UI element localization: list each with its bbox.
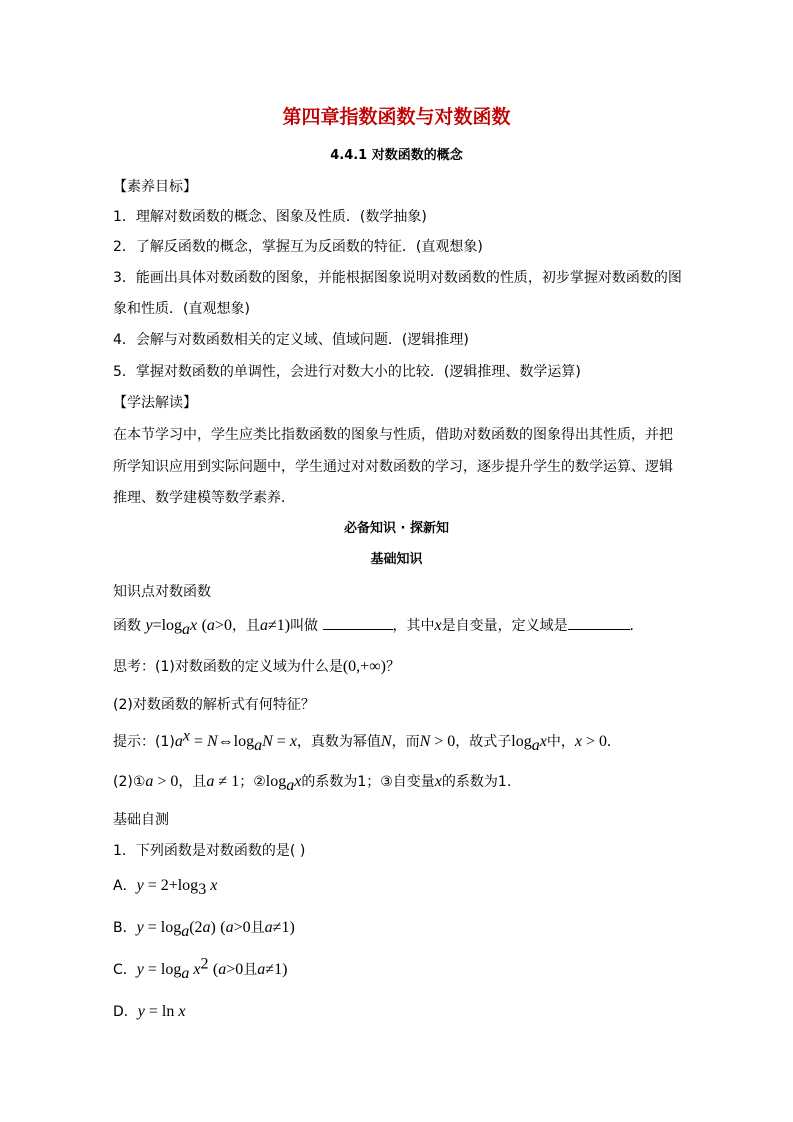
knowledge-heading: 必备知识 · 探新知 — [344, 521, 449, 536]
chapter-title: 第四章指数函数与对数函数 — [282, 106, 511, 128]
method-heading: 【学法解读】 — [113, 395, 197, 411]
think-line: (2)对数函数的解析式有何特征？ — [113, 697, 315, 713]
hint-line: 提示：$(1)a^x$ = $N\Leftrightarrow\log_aN = x$，真数为幂值N，而N > 0，故式子$\log_ax$中，x > 0. — [113, 727, 611, 754]
answer-blank[interactable] — [568, 615, 630, 630]
option-c[interactable]: C．$y = \log_a x^2$ (a>0且a≠1) — [113, 955, 288, 982]
self-test-heading: 基础自测 — [113, 812, 169, 828]
answer-blank[interactable] — [323, 615, 393, 630]
goal-item: 5．掌握对数函数的单调性，会进行对数大小的比较．(逻辑推理、数学运算) — [113, 364, 581, 380]
question: 1．下列函数是对数函数的是( ) — [113, 843, 306, 859]
goals-heading: 【素养目标】 — [113, 179, 197, 195]
option-b[interactable]: B．$y = \log_a(2a)$ (a>0且a≠1) — [113, 919, 295, 940]
method-line: 推理、数学建模等数学素养． — [113, 490, 295, 506]
definition-line: 函数 $y=\log_ax$ (a>0，且a≠1)叫做 ，其中x是自变量，定义域是 . — [113, 617, 634, 638]
option-a[interactable]: A．$y = 2+\log_3$ x — [113, 877, 218, 898]
think-line: 思考：(1)对数函数的定义域为什么是(0,+∞)？ — [113, 658, 400, 675]
knowledge-point: 知识点对数函数 — [113, 584, 211, 600]
option-d[interactable]: D．y = ln x — [113, 1003, 186, 1020]
knowledge-subheading: 基础知识 — [370, 552, 423, 567]
goal-item: 1．理解对数函数的概念、图象及性质．(数学抽象) — [113, 209, 427, 225]
goal-item: 2．了解反函数的概念，掌握互为反函数的特征．(直观想象) — [113, 239, 483, 255]
hint-line: (2)①a > 0，且a ≠ 1；$②\log_ax$的系数为1；③自变量x的系数为1. — [113, 773, 512, 794]
section-title: 4.4.1 对数函数的概念 — [330, 148, 463, 163]
goal-item: 3．能画出具体对数函数的图象，并能根据图象说明对数函数的性质，初步掌握对数函数的图 — [113, 270, 682, 286]
method-line: 所学知识应用到实际问题中，学生通过对对数函数的学习，逐步提升学生的数学运算、逻辑 — [113, 459, 673, 475]
goal-item: 象和性质．(直观想象) — [113, 301, 250, 317]
method-line: 在本节学习中，学生应类比指数函数的图象与性质，借助对数函数的图象得出其性质，并把 — [113, 427, 673, 443]
goal-item: 4．会解与对数函数相关的定义域、值域问题．(逻辑推理) — [113, 332, 469, 348]
